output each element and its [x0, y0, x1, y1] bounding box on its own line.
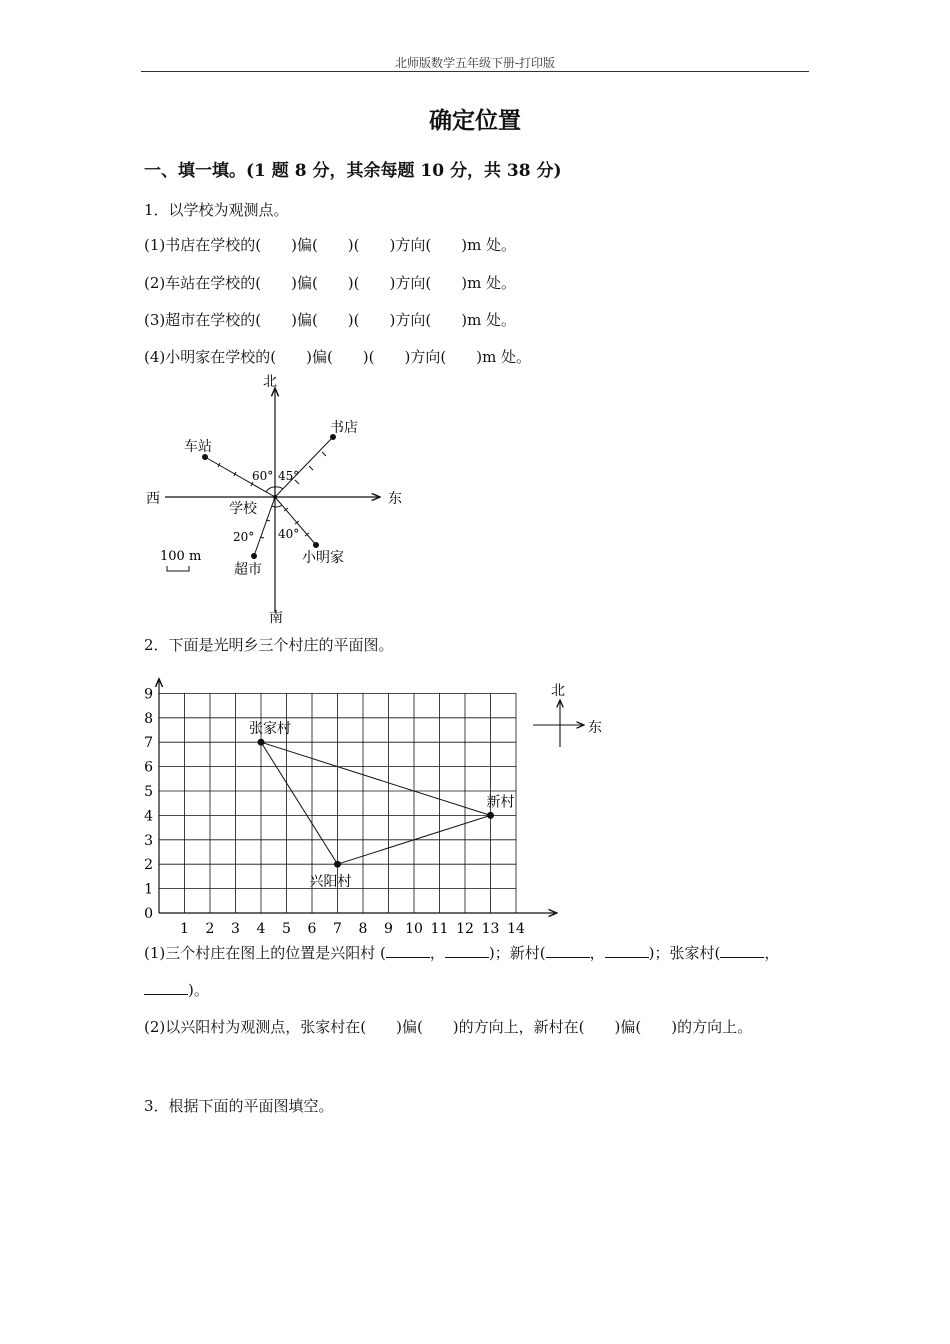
school-label: 学校 [229, 501, 257, 517]
y-tick-label: 6 [144, 759, 153, 776]
village-point [487, 812, 494, 819]
question-3-intro: 3．根据下面的平面图填空。 [144, 1097, 334, 1115]
village-label: 新村 [486, 794, 515, 811]
bookstore-label: 书店 [330, 420, 358, 436]
answer-blank[interactable] [605, 945, 649, 958]
y-tick-label: 2 [144, 857, 153, 874]
answer-blank[interactable] [445, 945, 489, 958]
x-tick-label: 3 [231, 921, 240, 937]
village-label: 张家村 [249, 721, 291, 738]
village-point [258, 739, 265, 746]
compass-east-label: 东 [588, 720, 602, 736]
village-triangle [261, 742, 491, 864]
x-tick-label: 9 [384, 921, 393, 937]
y-tick-label: 5 [144, 784, 153, 800]
station-label: 车站 [184, 439, 212, 455]
x-tick-label: 5 [282, 921, 291, 937]
angle-45-label: 45° [278, 469, 300, 483]
x-tick-label: 8 [358, 921, 368, 937]
village-label: 兴阳村 [309, 874, 352, 891]
x-tick-label: 7 [333, 921, 342, 937]
question-1-item-3: (3)超市在学校的( )偏( )( )方向( )m 处。 [144, 311, 517, 329]
y-tick-label: 4 [144, 808, 153, 825]
question-1-item-4: (4)小明家在学校的( )偏( )( )方向( )m 处。 [144, 348, 532, 366]
compass-north-label: 北 [551, 683, 565, 699]
x-tick-label: 4 [256, 921, 266, 937]
x-tick-label: 2 [205, 921, 215, 937]
y-tick-label: 8 [144, 710, 153, 727]
axis-tick-labels [144, 686, 525, 937]
north-label: 北 [263, 374, 277, 390]
page-header: 北师版数学五年级下册-打印版 [394, 56, 556, 70]
home-label: 小明家 [302, 550, 344, 566]
angle-40-label: 40° [278, 527, 300, 541]
x-tick-label: 6 [307, 921, 317, 937]
answer-blank[interactable] [720, 945, 764, 958]
y-tick-label: 1 [144, 881, 153, 898]
section-heading: 一、填一填。(1 题 8 分，其余每题 10 分，共 38 分) [144, 161, 562, 181]
x-tick-label: 12 [456, 921, 474, 937]
x-tick-label: 14 [507, 921, 525, 937]
village-point [334, 861, 341, 868]
west-label: 西 [146, 491, 160, 507]
y-tick-label: 9 [144, 686, 153, 703]
x-tick-label: 11 [430, 921, 449, 937]
x-tick-label: 13 [481, 921, 500, 937]
answer-blank[interactable] [386, 945, 430, 958]
question-2-part-1: (1)三个村庄在图上的位置是兴阳村 ( ， )；新村( ， )；张家村( ，)。 [144, 944, 780, 999]
answer-blank[interactable] [144, 982, 188, 995]
scale-label: 100 m [160, 549, 202, 564]
question-1-item-1: (1)书店在学校的( )偏( )( )方向( )m 处。 [144, 236, 517, 254]
x-tick-label: 1 [180, 921, 189, 937]
page-title: 确定位置 [429, 107, 521, 134]
y-tick-label: 0 [144, 906, 153, 922]
angle-60-label: 60° [252, 469, 274, 483]
east-label: 东 [388, 491, 402, 507]
question-1-intro: 1．以学校为观测点。 [144, 201, 289, 219]
south-label: 南 [269, 610, 283, 626]
villages [249, 720, 515, 890]
question-1-item-2: (2)车站在学校的( )偏( )( )方向( )m 处。 [144, 274, 517, 292]
y-tick-label: 7 [144, 735, 153, 752]
x-tick-label: 10 [405, 921, 423, 937]
question-2-intro: 2．下面是光明乡三个村庄的平面图。 [144, 636, 394, 654]
answer-blank[interactable] [546, 945, 590, 958]
angle-20-label: 20° [233, 530, 255, 544]
supermarket-label: 超市 [234, 562, 262, 578]
question-2-part-2: (2)以兴阳村为观测点，张家村在( )偏( )的方向上，新村在( )偏( )的方向上。 [144, 1018, 753, 1036]
y-tick-label: 3 [144, 832, 153, 849]
